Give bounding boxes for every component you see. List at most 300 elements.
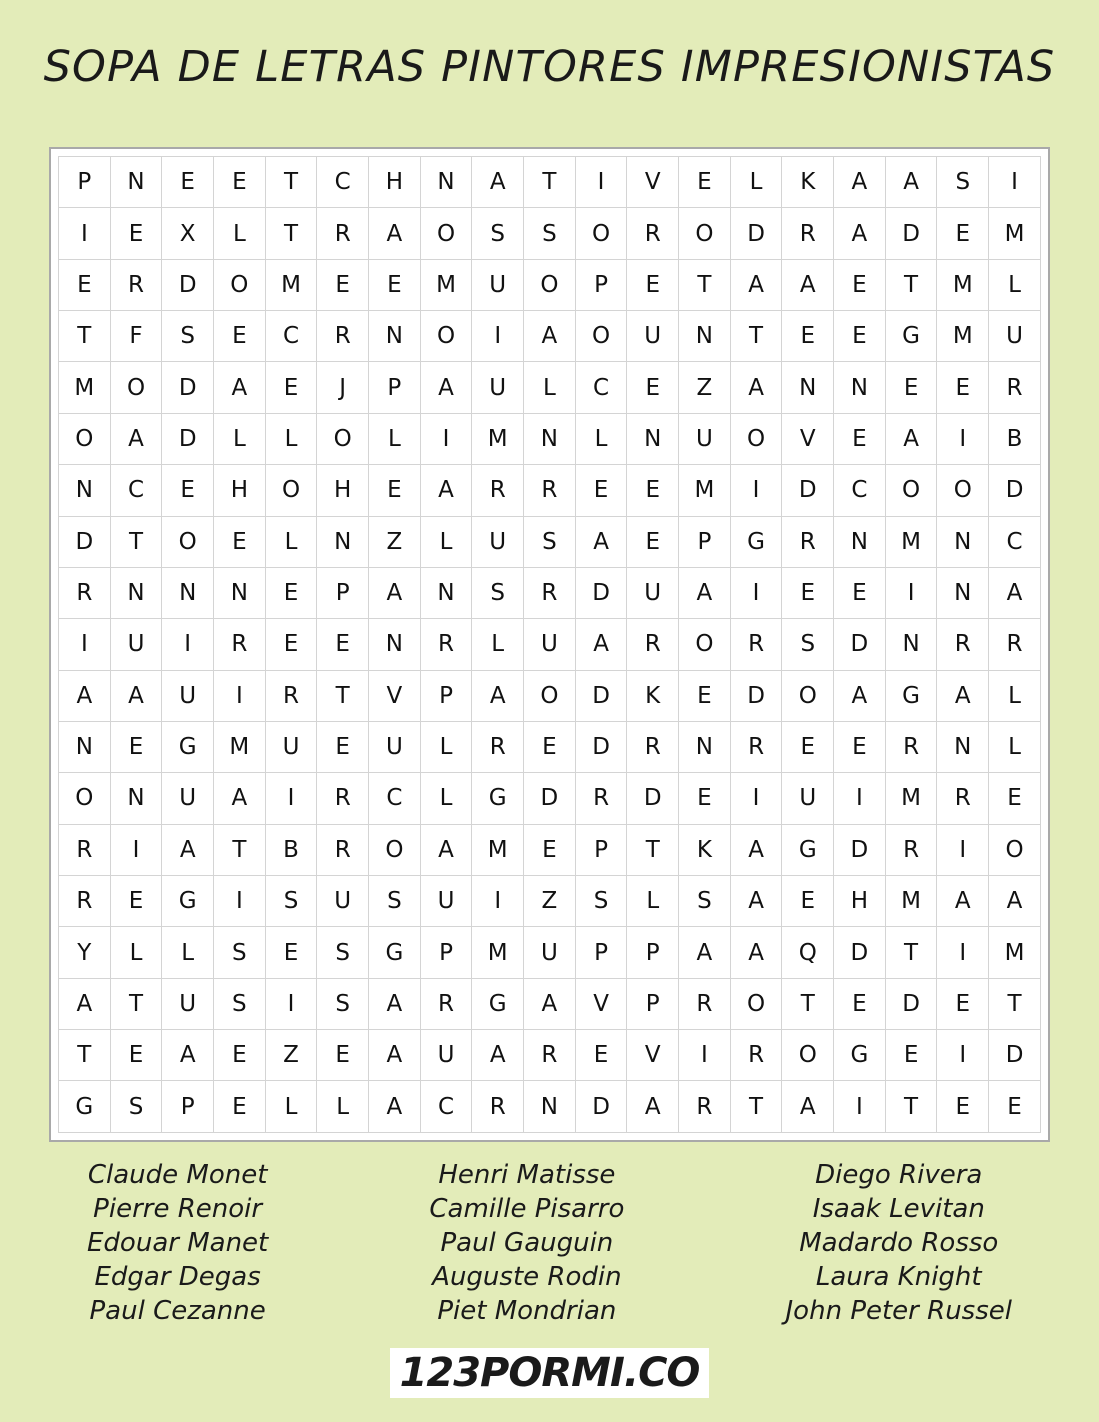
- grid-cell[interactable]: E: [369, 465, 421, 516]
- grid-cell[interactable]: P: [317, 567, 369, 618]
- grid-cell[interactable]: A: [369, 208, 421, 259]
- grid-cell[interactable]: I: [834, 1081, 886, 1133]
- grid-cell[interactable]: A: [730, 824, 782, 875]
- grid-cell[interactable]: O: [59, 773, 111, 824]
- grid-cell[interactable]: M: [885, 876, 937, 927]
- grid-cell[interactable]: P: [369, 362, 421, 413]
- grid-cell[interactable]: E: [214, 1030, 266, 1081]
- grid-cell[interactable]: A: [162, 1030, 214, 1081]
- grid-cell[interactable]: D: [782, 465, 834, 516]
- grid-cell[interactable]: T: [317, 670, 369, 721]
- grid-cell[interactable]: C: [110, 465, 162, 516]
- grid-cell[interactable]: I: [679, 1030, 731, 1081]
- grid-cell[interactable]: M: [420, 259, 472, 310]
- grid-cell[interactable]: U: [369, 721, 421, 772]
- grid-cell[interactable]: S: [214, 978, 266, 1029]
- grid-cell[interactable]: G: [730, 516, 782, 567]
- grid-cell[interactable]: R: [472, 721, 524, 772]
- grid-cell[interactable]: V: [369, 670, 421, 721]
- grid-cell[interactable]: C: [834, 465, 886, 516]
- grid-cell[interactable]: D: [162, 259, 214, 310]
- grid-cell[interactable]: O: [679, 619, 731, 670]
- grid-cell[interactable]: L: [214, 413, 266, 464]
- grid-cell[interactable]: A: [575, 516, 627, 567]
- grid-cell[interactable]: M: [885, 773, 937, 824]
- grid-cell[interactable]: N: [834, 516, 886, 567]
- grid-cell[interactable]: A: [730, 259, 782, 310]
- grid-cell[interactable]: Z: [679, 362, 731, 413]
- grid-cell[interactable]: R: [782, 516, 834, 567]
- grid-cell[interactable]: U: [110, 619, 162, 670]
- grid-cell[interactable]: O: [317, 413, 369, 464]
- grid-cell[interactable]: I: [730, 773, 782, 824]
- grid-cell[interactable]: S: [937, 157, 989, 208]
- grid-cell[interactable]: N: [420, 157, 472, 208]
- grid-cell[interactable]: A: [472, 670, 524, 721]
- grid-cell[interactable]: E: [834, 721, 886, 772]
- grid-cell[interactable]: N: [59, 465, 111, 516]
- grid-cell[interactable]: N: [627, 413, 679, 464]
- grid-cell[interactable]: E: [834, 978, 886, 1029]
- grid-cell[interactable]: T: [679, 259, 731, 310]
- grid-cell[interactable]: M: [472, 413, 524, 464]
- grid-cell[interactable]: S: [317, 927, 369, 978]
- grid-cell[interactable]: U: [627, 567, 679, 618]
- grid-cell[interactable]: D: [834, 824, 886, 875]
- grid-cell[interactable]: D: [162, 362, 214, 413]
- grid-cell[interactable]: E: [937, 208, 989, 259]
- grid-cell[interactable]: S: [575, 876, 627, 927]
- grid-cell[interactable]: L: [265, 413, 317, 464]
- grid-cell[interactable]: O: [59, 413, 111, 464]
- grid-cell[interactable]: E: [885, 1030, 937, 1081]
- grid-cell[interactable]: R: [937, 619, 989, 670]
- grid-cell[interactable]: X: [162, 208, 214, 259]
- grid-cell[interactable]: A: [834, 670, 886, 721]
- grid-cell[interactable]: I: [989, 157, 1041, 208]
- grid-cell[interactable]: A: [730, 876, 782, 927]
- grid-cell[interactable]: L: [214, 208, 266, 259]
- grid-cell[interactable]: L: [989, 721, 1041, 772]
- grid-cell[interactable]: R: [989, 619, 1041, 670]
- grid-cell[interactable]: E: [524, 721, 576, 772]
- grid-cell[interactable]: E: [834, 567, 886, 618]
- grid-cell[interactable]: P: [575, 927, 627, 978]
- grid-cell[interactable]: I: [834, 773, 886, 824]
- grid-cell[interactable]: R: [885, 824, 937, 875]
- grid-cell[interactable]: O: [524, 670, 576, 721]
- grid-cell[interactable]: A: [59, 978, 111, 1029]
- grid-cell[interactable]: C: [317, 157, 369, 208]
- grid-cell[interactable]: N: [834, 362, 886, 413]
- grid-cell[interactable]: E: [627, 362, 679, 413]
- grid-cell[interactable]: E: [989, 1081, 1041, 1133]
- grid-cell[interactable]: N: [937, 721, 989, 772]
- grid-cell[interactable]: P: [679, 516, 731, 567]
- grid-cell[interactable]: U: [679, 413, 731, 464]
- grid-cell[interactable]: O: [575, 208, 627, 259]
- grid-cell[interactable]: O: [162, 516, 214, 567]
- grid-cell[interactable]: N: [524, 413, 576, 464]
- grid-cell[interactable]: I: [937, 927, 989, 978]
- grid-cell[interactable]: I: [420, 413, 472, 464]
- grid-cell[interactable]: Y: [59, 927, 111, 978]
- grid-cell[interactable]: E: [369, 259, 421, 310]
- grid-cell[interactable]: D: [524, 773, 576, 824]
- grid-cell[interactable]: I: [110, 824, 162, 875]
- grid-cell[interactable]: E: [937, 978, 989, 1029]
- grid-cell[interactable]: E: [317, 1030, 369, 1081]
- grid-cell[interactable]: I: [730, 465, 782, 516]
- grid-cell[interactable]: A: [885, 413, 937, 464]
- grid-cell[interactable]: C: [989, 516, 1041, 567]
- grid-cell[interactable]: G: [834, 1030, 886, 1081]
- grid-cell[interactable]: U: [472, 259, 524, 310]
- grid-cell[interactable]: S: [472, 567, 524, 618]
- grid-cell[interactable]: T: [730, 1081, 782, 1133]
- grid-cell[interactable]: A: [214, 773, 266, 824]
- grid-cell[interactable]: R: [317, 208, 369, 259]
- grid-cell[interactable]: B: [265, 824, 317, 875]
- grid-cell[interactable]: Z: [265, 1030, 317, 1081]
- grid-cell[interactable]: D: [730, 670, 782, 721]
- grid-cell[interactable]: O: [524, 259, 576, 310]
- grid-cell[interactable]: A: [834, 157, 886, 208]
- grid-cell[interactable]: D: [575, 721, 627, 772]
- grid-cell[interactable]: C: [575, 362, 627, 413]
- grid-cell[interactable]: E: [265, 362, 317, 413]
- grid-cell[interactable]: O: [369, 824, 421, 875]
- grid-cell[interactable]: E: [214, 516, 266, 567]
- grid-cell[interactable]: T: [214, 824, 266, 875]
- grid-cell[interactable]: T: [110, 978, 162, 1029]
- grid-cell[interactable]: E: [782, 721, 834, 772]
- grid-cell[interactable]: U: [162, 978, 214, 1029]
- grid-cell[interactable]: P: [59, 157, 111, 208]
- grid-cell[interactable]: A: [524, 311, 576, 362]
- grid-cell[interactable]: L: [989, 259, 1041, 310]
- grid-cell[interactable]: I: [885, 567, 937, 618]
- grid-cell[interactable]: J: [317, 362, 369, 413]
- grid-cell[interactable]: O: [885, 465, 937, 516]
- grid-cell[interactable]: H: [369, 157, 421, 208]
- grid-cell[interactable]: N: [110, 773, 162, 824]
- grid-cell[interactable]: U: [162, 773, 214, 824]
- grid-cell[interactable]: A: [369, 1030, 421, 1081]
- grid-cell[interactable]: R: [265, 670, 317, 721]
- grid-cell[interactable]: D: [575, 567, 627, 618]
- grid-cell[interactable]: A: [59, 670, 111, 721]
- grid-cell[interactable]: V: [627, 157, 679, 208]
- grid-cell[interactable]: G: [885, 670, 937, 721]
- grid-cell[interactable]: R: [730, 619, 782, 670]
- grid-cell[interactable]: R: [627, 721, 679, 772]
- grid-cell[interactable]: N: [524, 1081, 576, 1133]
- grid-cell[interactable]: R: [524, 465, 576, 516]
- grid-cell[interactable]: E: [162, 465, 214, 516]
- grid-cell[interactable]: E: [59, 259, 111, 310]
- grid-cell[interactable]: N: [782, 362, 834, 413]
- grid-cell[interactable]: A: [369, 978, 421, 1029]
- grid-cell[interactable]: E: [834, 259, 886, 310]
- grid-cell[interactable]: E: [575, 465, 627, 516]
- grid-cell[interactable]: E: [575, 1030, 627, 1081]
- grid-cell[interactable]: O: [265, 465, 317, 516]
- grid-cell[interactable]: A: [885, 157, 937, 208]
- grid-cell[interactable]: P: [420, 670, 472, 721]
- grid-cell[interactable]: E: [110, 208, 162, 259]
- grid-cell[interactable]: T: [627, 824, 679, 875]
- grid-cell[interactable]: E: [627, 259, 679, 310]
- grid-cell[interactable]: Z: [369, 516, 421, 567]
- grid-cell[interactable]: T: [730, 311, 782, 362]
- grid-cell[interactable]: O: [575, 311, 627, 362]
- grid-cell[interactable]: A: [679, 567, 731, 618]
- grid-cell[interactable]: U: [524, 619, 576, 670]
- grid-cell[interactable]: L: [265, 1081, 317, 1133]
- grid-cell[interactable]: T: [110, 516, 162, 567]
- grid-cell[interactable]: E: [214, 311, 266, 362]
- grid-cell[interactable]: M: [265, 259, 317, 310]
- grid-cell[interactable]: E: [834, 413, 886, 464]
- grid-cell[interactable]: R: [524, 1030, 576, 1081]
- grid-cell[interactable]: D: [834, 619, 886, 670]
- grid-cell[interactable]: R: [627, 208, 679, 259]
- grid-cell[interactable]: M: [472, 927, 524, 978]
- grid-cell[interactable]: V: [782, 413, 834, 464]
- grid-cell[interactable]: P: [162, 1081, 214, 1133]
- grid-cell[interactable]: S: [162, 311, 214, 362]
- grid-cell[interactable]: I: [937, 1030, 989, 1081]
- grid-cell[interactable]: R: [679, 978, 731, 1029]
- grid-cell[interactable]: R: [782, 208, 834, 259]
- grid-cell[interactable]: A: [420, 362, 472, 413]
- grid-cell[interactable]: O: [679, 208, 731, 259]
- grid-cell[interactable]: A: [110, 670, 162, 721]
- grid-cell[interactable]: N: [317, 516, 369, 567]
- grid-cell[interactable]: O: [937, 465, 989, 516]
- grid-cell[interactable]: E: [317, 721, 369, 772]
- grid-cell[interactable]: R: [885, 721, 937, 772]
- grid-cell[interactable]: P: [575, 259, 627, 310]
- grid-cell[interactable]: R: [59, 876, 111, 927]
- grid-cell[interactable]: O: [110, 362, 162, 413]
- grid-cell[interactable]: U: [472, 362, 524, 413]
- grid-cell[interactable]: S: [524, 208, 576, 259]
- grid-cell[interactable]: E: [989, 773, 1041, 824]
- grid-cell[interactable]: R: [472, 1081, 524, 1133]
- grid-cell[interactable]: O: [782, 1030, 834, 1081]
- grid-cell[interactable]: O: [420, 311, 472, 362]
- grid-cell[interactable]: U: [317, 876, 369, 927]
- grid-cell[interactable]: L: [265, 516, 317, 567]
- grid-cell[interactable]: E: [162, 157, 214, 208]
- grid-cell[interactable]: R: [730, 1030, 782, 1081]
- grid-cell[interactable]: T: [885, 259, 937, 310]
- grid-cell[interactable]: S: [782, 619, 834, 670]
- grid-cell[interactable]: S: [679, 876, 731, 927]
- grid-cell[interactable]: L: [575, 413, 627, 464]
- grid-cell[interactable]: I: [937, 824, 989, 875]
- grid-cell[interactable]: G: [59, 1081, 111, 1133]
- grid-cell[interactable]: H: [317, 465, 369, 516]
- grid-cell[interactable]: C: [369, 773, 421, 824]
- grid-cell[interactable]: T: [524, 157, 576, 208]
- grid-cell[interactable]: I: [162, 619, 214, 670]
- grid-cell[interactable]: E: [627, 516, 679, 567]
- grid-cell[interactable]: A: [524, 978, 576, 1029]
- grid-cell[interactable]: N: [59, 721, 111, 772]
- grid-cell[interactable]: T: [782, 978, 834, 1029]
- grid-cell[interactable]: L: [162, 927, 214, 978]
- grid-cell[interactable]: U: [472, 516, 524, 567]
- grid-cell[interactable]: L: [420, 773, 472, 824]
- grid-cell[interactable]: A: [369, 567, 421, 618]
- grid-cell[interactable]: R: [59, 824, 111, 875]
- grid-cell[interactable]: N: [937, 567, 989, 618]
- grid-cell[interactable]: C: [420, 1081, 472, 1133]
- grid-cell[interactable]: U: [420, 876, 472, 927]
- grid-cell[interactable]: L: [317, 1081, 369, 1133]
- grid-cell[interactable]: N: [110, 157, 162, 208]
- grid-cell[interactable]: S: [110, 1081, 162, 1133]
- grid-cell[interactable]: R: [59, 567, 111, 618]
- grid-cell[interactable]: E: [265, 619, 317, 670]
- grid-cell[interactable]: E: [110, 1030, 162, 1081]
- grid-cell[interactable]: A: [627, 1081, 679, 1133]
- grid-cell[interactable]: R: [937, 773, 989, 824]
- grid-cell[interactable]: Q: [782, 927, 834, 978]
- grid-cell[interactable]: L: [472, 619, 524, 670]
- grid-cell[interactable]: M: [885, 516, 937, 567]
- grid-cell[interactable]: V: [627, 1030, 679, 1081]
- grid-cell[interactable]: M: [472, 824, 524, 875]
- grid-cell[interactable]: H: [214, 465, 266, 516]
- grid-cell[interactable]: O: [730, 978, 782, 1029]
- grid-cell[interactable]: E: [885, 362, 937, 413]
- grid-cell[interactable]: E: [317, 259, 369, 310]
- grid-cell[interactable]: I: [59, 619, 111, 670]
- grid-cell[interactable]: A: [989, 876, 1041, 927]
- grid-cell[interactable]: D: [885, 978, 937, 1029]
- grid-cell[interactable]: R: [214, 619, 266, 670]
- grid-cell[interactable]: P: [627, 927, 679, 978]
- grid-cell[interactable]: A: [782, 259, 834, 310]
- grid-cell[interactable]: A: [472, 157, 524, 208]
- grid-cell[interactable]: K: [679, 824, 731, 875]
- grid-cell[interactable]: N: [110, 567, 162, 618]
- grid-cell[interactable]: R: [317, 824, 369, 875]
- grid-cell[interactable]: D: [834, 927, 886, 978]
- grid-cell[interactable]: E: [782, 311, 834, 362]
- grid-cell[interactable]: M: [937, 311, 989, 362]
- grid-cell[interactable]: E: [110, 721, 162, 772]
- grid-cell[interactable]: N: [162, 567, 214, 618]
- grid-cell[interactable]: R: [420, 619, 472, 670]
- grid-cell[interactable]: E: [627, 465, 679, 516]
- grid-cell[interactable]: S: [524, 516, 576, 567]
- grid-cell[interactable]: D: [162, 413, 214, 464]
- grid-cell[interactable]: K: [782, 157, 834, 208]
- grid-cell[interactable]: E: [679, 773, 731, 824]
- grid-cell[interactable]: P: [420, 927, 472, 978]
- grid-cell[interactable]: N: [885, 619, 937, 670]
- grid-cell[interactable]: L: [730, 157, 782, 208]
- grid-cell[interactable]: A: [679, 927, 731, 978]
- grid-cell[interactable]: F: [110, 311, 162, 362]
- grid-cell[interactable]: D: [989, 465, 1041, 516]
- grid-cell[interactable]: O: [989, 824, 1041, 875]
- grid-cell[interactable]: R: [317, 311, 369, 362]
- grid-cell[interactable]: C: [265, 311, 317, 362]
- grid-cell[interactable]: Z: [524, 876, 576, 927]
- grid-cell[interactable]: N: [369, 311, 421, 362]
- grid-cell[interactable]: A: [937, 670, 989, 721]
- grid-cell[interactable]: N: [679, 311, 731, 362]
- grid-cell[interactable]: L: [110, 927, 162, 978]
- grid-cell[interactable]: I: [472, 311, 524, 362]
- grid-cell[interactable]: M: [989, 208, 1041, 259]
- grid-cell[interactable]: O: [420, 208, 472, 259]
- grid-cell[interactable]: N: [420, 567, 472, 618]
- grid-cell[interactable]: U: [162, 670, 214, 721]
- grid-cell[interactable]: U: [524, 927, 576, 978]
- grid-cell[interactable]: T: [885, 927, 937, 978]
- grid-cell[interactable]: P: [627, 978, 679, 1029]
- grid-cell[interactable]: U: [782, 773, 834, 824]
- grid-cell[interactable]: M: [937, 259, 989, 310]
- grid-cell[interactable]: A: [730, 362, 782, 413]
- grid-cell[interactable]: E: [265, 927, 317, 978]
- grid-cell[interactable]: R: [420, 978, 472, 1029]
- grid-cell[interactable]: D: [730, 208, 782, 259]
- grid-cell[interactable]: L: [627, 876, 679, 927]
- grid-cell[interactable]: T: [265, 208, 317, 259]
- grid-cell[interactable]: N: [679, 721, 731, 772]
- grid-cell[interactable]: U: [420, 1030, 472, 1081]
- grid-cell[interactable]: A: [472, 1030, 524, 1081]
- grid-cell[interactable]: U: [627, 311, 679, 362]
- grid-cell[interactable]: L: [369, 413, 421, 464]
- grid-cell[interactable]: D: [59, 516, 111, 567]
- grid-cell[interactable]: M: [679, 465, 731, 516]
- grid-cell[interactable]: D: [575, 670, 627, 721]
- grid-cell[interactable]: D: [575, 1081, 627, 1133]
- grid-cell[interactable]: U: [989, 311, 1041, 362]
- grid-cell[interactable]: G: [162, 876, 214, 927]
- grid-cell[interactable]: E: [782, 567, 834, 618]
- grid-cell[interactable]: E: [679, 670, 731, 721]
- grid-cell[interactable]: A: [782, 1081, 834, 1133]
- grid-cell[interactable]: E: [834, 311, 886, 362]
- grid-cell[interactable]: H: [834, 876, 886, 927]
- grid-cell[interactable]: A: [162, 824, 214, 875]
- grid-cell[interactable]: I: [937, 413, 989, 464]
- grid-cell[interactable]: R: [575, 773, 627, 824]
- grid-cell[interactable]: I: [265, 978, 317, 1029]
- grid-cell[interactable]: A: [730, 927, 782, 978]
- grid-cell[interactable]: N: [937, 516, 989, 567]
- grid-cell[interactable]: A: [420, 824, 472, 875]
- grid-cell[interactable]: I: [214, 876, 266, 927]
- grid-cell[interactable]: M: [59, 362, 111, 413]
- grid-cell[interactable]: E: [937, 362, 989, 413]
- grid-cell[interactable]: P: [575, 824, 627, 875]
- grid-cell[interactable]: E: [317, 619, 369, 670]
- grid-cell[interactable]: I: [59, 208, 111, 259]
- grid-cell[interactable]: O: [730, 413, 782, 464]
- grid-cell[interactable]: O: [214, 259, 266, 310]
